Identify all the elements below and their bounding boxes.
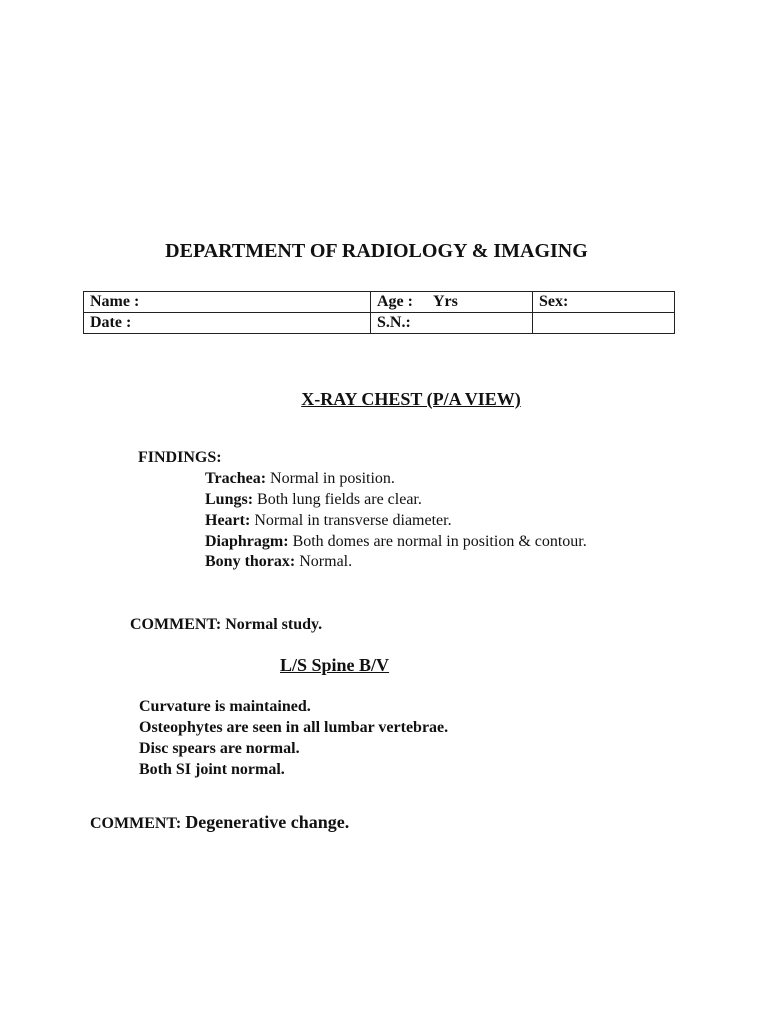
ls-spine-heading: L/S Spine B/V xyxy=(280,655,390,675)
sex-cell xyxy=(533,292,675,313)
age-unit: Yrs xyxy=(432,293,458,310)
finding-text: Normal in transverse diameter. xyxy=(254,512,452,529)
date-cell xyxy=(84,313,371,334)
sex-label: Sex: xyxy=(539,293,569,310)
finding-text: Normal in position. xyxy=(270,470,395,487)
finding-label: Diaphragm: xyxy=(205,533,289,550)
department-title: DEPARTMENT OF RADIOLOGY & IMAGING xyxy=(165,240,588,262)
finding-text: Both domes are normal in position & contour. xyxy=(292,533,587,550)
spine-finding: Both SI joint normal. xyxy=(139,761,285,778)
spine-comment xyxy=(90,812,349,833)
finding-label: Bony thorax: xyxy=(205,553,296,570)
finding-label: Lungs: xyxy=(205,491,254,508)
finding-trachea xyxy=(205,470,395,488)
sn-label: S.N.: xyxy=(377,314,411,331)
date-label: Date : xyxy=(90,314,132,331)
empty-cell xyxy=(533,313,675,334)
patient-row-2 xyxy=(84,313,675,334)
age-label: Age : xyxy=(377,293,413,310)
patient-info-table xyxy=(83,291,675,334)
sn-cell xyxy=(371,313,533,334)
spine-comment-text: Degenerative change. xyxy=(185,812,350,832)
finding-label: Trachea: xyxy=(205,470,267,487)
finding-bony-thorax xyxy=(205,553,352,571)
finding-text: Normal. xyxy=(299,553,353,570)
findings-label: FINDINGS: xyxy=(138,449,222,466)
finding-heart xyxy=(205,512,452,530)
spine-finding: Osteophytes are seen in all lumbar vertebrae. xyxy=(139,719,449,736)
spine-finding: Disc spears are normal. xyxy=(139,740,300,757)
spine-comment-label: COMMENT: xyxy=(90,815,182,832)
name-cell xyxy=(84,292,371,313)
name-label: Name : xyxy=(90,293,140,310)
xray-comment: COMMENT: Normal study. xyxy=(130,616,323,633)
spine-finding: Curvature is maintained. xyxy=(139,698,311,715)
age-cell xyxy=(371,292,533,313)
finding-label: Heart: xyxy=(205,512,251,529)
patient-row-1 xyxy=(84,292,675,313)
finding-text: Both lung fields are clear. xyxy=(257,491,422,508)
xray-chest-heading: X-RAY CHEST (P/A VIEW) xyxy=(301,389,521,409)
finding-lungs xyxy=(205,491,422,509)
finding-diaphragm xyxy=(205,533,587,551)
